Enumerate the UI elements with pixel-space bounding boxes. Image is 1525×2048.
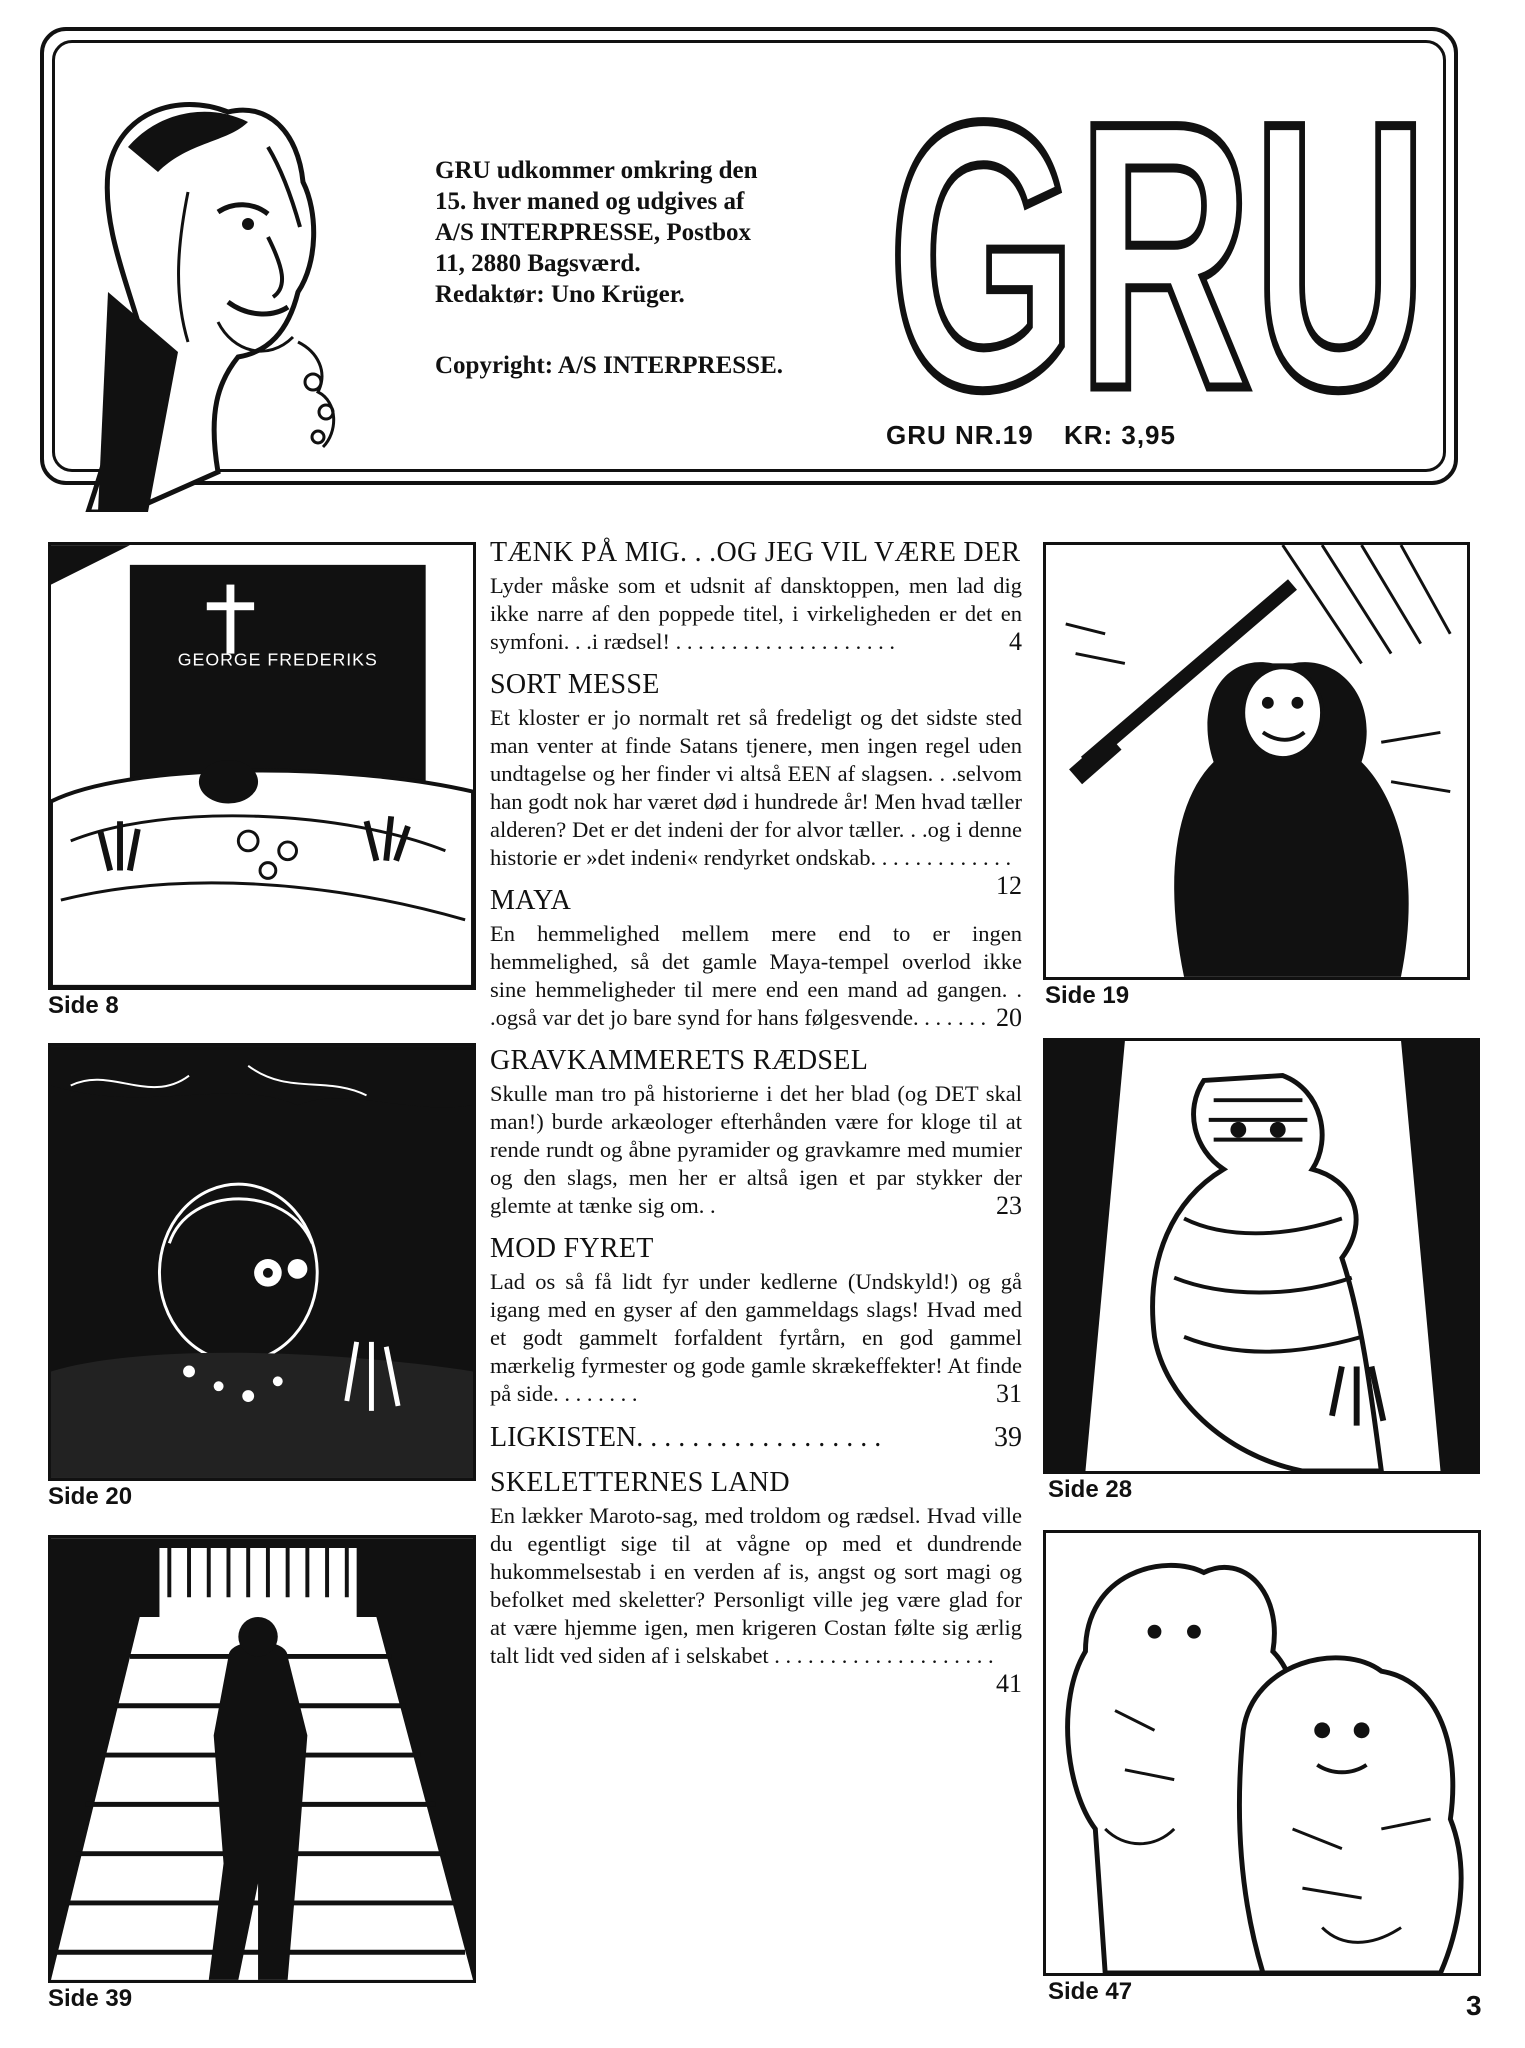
issue-number: GRU NR.19 [886, 420, 1034, 450]
toc-entry-text [490, 1502, 1022, 1698]
vampire-portrait-illustration [68, 52, 408, 512]
tombstone-text: GEORGE FREDERIKS [177, 649, 378, 670]
toc-entry-text [490, 1080, 1022, 1220]
page-number: 3 [1466, 1990, 1482, 2021]
toc-entry [490, 669, 1022, 900]
panel-side-20 [48, 1043, 476, 1481]
staircase-illustration [51, 1538, 473, 1980]
publisher-line: 15. hver maned og udgives af [435, 188, 745, 215]
toc-entry-title: MAYA [490, 885, 572, 916]
toc-entry-title: MOD FYRET [490, 1233, 654, 1264]
toc-entry-page: 4 [1009, 627, 1022, 656]
panel-side-8 [48, 542, 476, 990]
publisher-line: GRU udkommer omkring den [435, 157, 758, 184]
copyright-notice: Copyright: A/S INTERPRESSE. [435, 352, 783, 379]
toc-entry-description: Lad os så få lidt fyr under kedlerne (Undskyld!) og gå igang med en gyser af den gammeldags slags! Hvad med et godt gammelt forfaldent fyrtårn, en god gammel mærkelig fyrmester og gode gamle skrækeffekter! At finde på side. . . . . . . . [490, 1269, 1022, 1406]
toc-entry [490, 886, 1022, 1032]
toc-entry-page: 12 [996, 871, 1022, 900]
panel-side-28 [1043, 1038, 1480, 1474]
toc-entry-description: En hemmelighed mellem mere end to er ingen hemmelighed, så det gamle Maya-tempel overlod ikke sine hemmeligheder til mere end een mand ad gangen. . .også var det jo bare synd for hans følgesvende. . . . . . . [490, 921, 1022, 1030]
toc-entry [490, 1467, 1022, 1698]
toc-entry-page: 20 [996, 1003, 1022, 1032]
toc-entry [490, 538, 1022, 656]
gru-logo-text: GRU [888, 62, 1428, 412]
drowning-man-illustration [51, 1046, 473, 1478]
toc-entry [490, 1234, 1022, 1408]
mummy-illustration [1046, 1041, 1477, 1471]
toc-entry-title: SKELETTERNES LAND [490, 1467, 790, 1498]
panel-side-39 [48, 1535, 476, 1983]
panel-side-19 [1043, 542, 1470, 980]
toc-entry-description: Et kloster er jo normalt ret så fredeligt og det sidste sted man venter at finde Satans tjenere, men ingen regel uden undtagelse og her finder vi altså EEN af slagsen. . .selvom han godt nok har været død i hundrede år! Men hvad tæller alderen? Det er det indeni der for alvor tæller. . .og i denne historie er »det indeni« rendyrket ondskab. . . . . . . . . . . . . [490, 705, 1022, 870]
toc-entry-ligkisten [490, 1422, 1022, 1454]
toc-entry [490, 1046, 1022, 1220]
caption-side-20: Side 20 [48, 1483, 133, 1510]
toc-entry-description: Lyder måske som et udsnit af dansktoppen, men lad dig ikke narre af den poppede titel, i virkeligheden er det en symfoni. . .i rædsel! . . . . . . . . . . . . . . . . . . . . [490, 573, 1022, 654]
caption-side-47: Side 47 [1048, 1978, 1133, 2005]
panel-side-47 [1043, 1530, 1481, 1976]
toc-entry-title: SORT MESSE [490, 669, 660, 700]
toc-entry-title: LIGKISTEN. . . . . . . . . . . . . . . . . . [490, 1422, 882, 1453]
gru-logo [878, 62, 1438, 412]
publisher-info [435, 155, 845, 310]
toc-entry-title: GRAVKAMMERETS RÆDSEL [490, 1045, 869, 1076]
toc-entry-text [490, 572, 1022, 656]
publisher-line: A/S INTERPRESSE, Postbox [435, 219, 752, 246]
rock-creatures-illustration [1046, 1533, 1478, 1973]
caption-side-8: Side 8 [48, 992, 119, 1019]
toc-entry-page: 39 [994, 1422, 1022, 1453]
toc-entry-page: 23 [996, 1191, 1022, 1220]
price: KR: 3,95 [1063, 420, 1176, 450]
toc-entry-page: 41 [996, 1669, 1022, 1698]
caption-side-28: Side 28 [1048, 1476, 1133, 1503]
toc-entry-text [490, 1268, 1022, 1408]
toc-entry-description: Skulle man tro på historierne i det her blad (og DET skal man!) burde arkæologer efterhånden være for kloge til at rende rundt og åbne pyramider og gravkamre med mumier og den slags, men her er altså igen et par stykker der glemte at tænke sig om. . [490, 1081, 1022, 1218]
grave-illustration [51, 545, 473, 987]
table-of-contents [490, 538, 1022, 1698]
toc-entry-title: TÆNK PÅ MIG. . .OG JEG VIL VÆRE DER [490, 537, 1021, 568]
ghoul-with-sword-illustration [1046, 545, 1467, 977]
publisher-line: Redaktør: Uno Krüger. [435, 281, 685, 308]
toc-entry-description: En lækker Maroto-sag, med troldom og rædsel. Hvad ville du egentligt sige til at vågne op med et dundrende hukommelsestab i en verden af is, angst og sort magi og befolket med skeletter? Personligt ville jeg være glad for at være hjemme igen, men krigeren Costan følte sig ærlig talt lidt ved siden af i selskabet . . . . . . . . . . . . . . . . . . . . [490, 1503, 1022, 1668]
caption-side-19: Side 19 [1045, 982, 1130, 1009]
publisher-line: 11, 2880 Bagsværd. [435, 250, 641, 277]
issue-price-line [886, 420, 1198, 451]
toc-entry-text [490, 704, 1022, 900]
caption-side-39: Side 39 [48, 1985, 133, 2012]
toc-entry-page: 31 [996, 1379, 1022, 1408]
toc-entry-text [490, 920, 1022, 1032]
